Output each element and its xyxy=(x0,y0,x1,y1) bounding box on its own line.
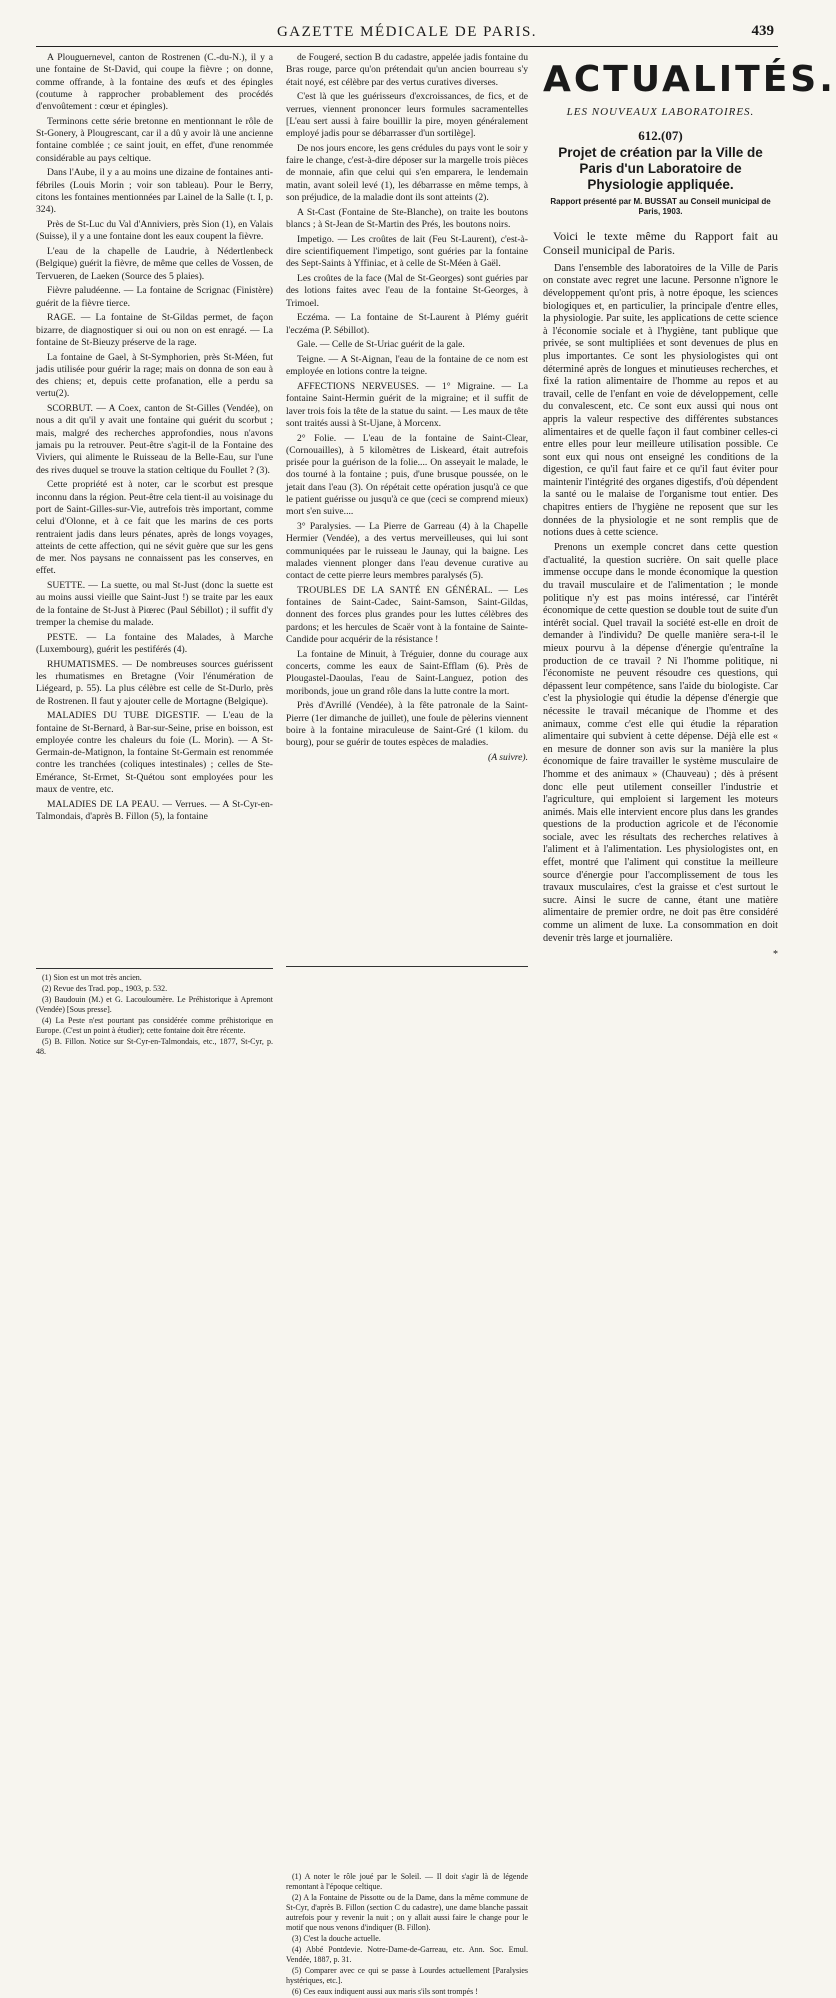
column-left-body xyxy=(36,52,273,823)
running-header xyxy=(36,20,778,47)
paragraph: Teigne. — A St-Aignan, l'eau de la fontaine de ce nom est employée en lotions contre la teigne. xyxy=(286,353,528,378)
paragraph: AFFECTIONS NERVEUSES. — 1° Migraine. — La fontaine Saint-Hermin guérit de la migraine; et il suffit de laver trois fois la tête de la statue du saint. — Les maux de tête sont traités aussi à St-Ujane, à Morcenx. xyxy=(286,380,528,429)
paragraph: L'eau de la chapelle de Laudrie, à Nédertlenbeck (Belgique) guérit la fièvre, de même que celles de Vossen, de Tervueren, de Laeken (Source des 5 plaies). xyxy=(36,246,273,282)
paragraph: SUETTE. — La suette, ou mal St-Just (donc la suette est au moins aussi vieille que Saint-Just !) se traite par les eaux de la fontaine de St-Just à Piœrec (Paul Sébillot) ; il suffit d'y tremper la chemise du malade. xyxy=(36,580,273,628)
paragraph: Cette propriété est à noter, car le scorbut est presque inconnu dans la région. Peut-être cela tient-il au voisinage du port de Saint-Gilles-sur-Vie, autrefois très important, comme celui d'Olonne, et à ce fait que les marins de ces ports rentraient jadis dans leurs pénates, après de longs voyages, atteints de cette affection, qui ne sévit guère que sur les gens de mer. Nos paysans ne connaissent pas les conserves, en effet. xyxy=(36,479,273,577)
paragraph: Eczéma. — La fontaine de St-Laurent à Plémy guérit l'eczéma (P. Sébillot). xyxy=(286,312,528,336)
paragraph: Prenons un exemple concret dans cette question d'actualité, la question sucrière. On sait quelle place immense occupe dans le monde économique la question du travail musculaire et de l'alimentation ; le monde politique n'y est pas moins intéressé, car l'intérêt économique de cette question se double tout de suite d'un intérêt social. Quel travail la société est-elle en droit de demander à l'individu? De quelle manière sera-t-il le mieux pourvu à la dépense d'énergie qu'entraîne la production de ce travail ? Ni l'homme politique, ni l'économiste ne peuvent résoudre ces questions, qui dépassent leur compétence, sans l'aide du biologiste. Car c'est la physiologie qui étudie la dépense d'énergie que nécessite le travail mécanique de l'homme et des animaux, comme c'est elle qui étudie la réparation alimentaire qui subvient à cette dépense. Déjà elle est « en mesure de donner son avis sur la manière la plus économique de faire travailler le système musculaire de l'homme et des animaux » (Chauveau) ; dès à présent donc elle peut utilement conseiller l'industrie et l'agriculture, qui emploient si largement les moteurs animés. Mais elle intervient encore plus dans les grandes questions de la production agricole et de l'économie sociale, avec les résultats des recherches relatives à l'aliment et à l'alimentation. Les physiologistes ont, en effet, montré que l'aliment qui constitue la meilleure source d'énergie pour l'accomplissement de tous les travaux musculaires, c'est la graisse et c'est surtout le sucre. Ainsi le sucre de canne, étant une matière alimentaire de premier ordre, ne doit pas être considéré comme un aliment de luxe. La consommation en doit devenir très large et journalière. xyxy=(543,542,778,944)
section-banner: ACTUALITÉS. xyxy=(543,59,836,100)
footnote: (6) Ces eaux indiquent aussi aux maris s'ils sont trompés ! xyxy=(292,1987,478,1996)
footnote: (5) B. Fillon. Notice sur St-Cyr-en-Talmondais, etc., 1877, St-Cyr, p. 48. xyxy=(36,1037,273,1056)
paragraph: Près de St-Luc du Val d'Anniviers, près Sion (1), en Valais (Suisse), il y a une fontaine dont les eaux coupent la fièvre. xyxy=(36,219,273,243)
article-title: Projet de création par la Ville de Paris d'un Laboratoire de Physiologie appliquée. xyxy=(558,144,763,192)
column-middle-body xyxy=(286,52,528,764)
paragraph: RAGE. — La fontaine de St-Gildas permet, de façon bizarre, de diagnostiquer si oui ou non on est enragé. — La fontaine de St-Bieuzy préserve de la rage. xyxy=(36,312,273,348)
paragraph: La fontaine de Minuit, à Tréguier, donne du courage aux concerts, comme les eaux de Saint-Efflam (6). Près de Plougastel-Daoulas, l'eau de Saint-Languez, potion des moribonds, joue un grand rôle dans la lutte contre la mort. xyxy=(286,648,528,697)
paragraph: de Fougeré, section B du cadastre, appelée jadis fontaine du Bras rouge, parce qu'on prétendait qu'un ancien bourreau s'y était noyé, est célèbre par des vertus curatives diverses. xyxy=(286,52,528,88)
footnote: (3) Baudouin (M.) et G. Lacouloumère. Le Préhistorique à Apremont (Vendée) [Sous presse]. xyxy=(36,995,273,1014)
paragraph: 3° Paralysies. — La Pierre de Garreau (4) à la Chapelle Hermier (Vendée), a des vertus merveilleuses, qui lui sont communiquées par le ruisseau le Jaunay, qui la baigne. Les malades viennent plonger dans l'eau devenue curative au contact de cette pierre leurs membres paralysés (5). xyxy=(286,520,528,582)
paragraph: Les croûtes de la face (Mal de St-Georges) sont guéries par des lotions faites avec l'eau de la fontaine St-Georges, à Trimoel. xyxy=(286,273,528,309)
paragraph: Gale. — Celle de St-Uriac guérit de la gale. xyxy=(297,339,465,351)
footnote: (4) La Peste n'est pourtant pas considérée comme préhistorique en Europe. (C'est un point à étudier); cette fontaine doit être récente. xyxy=(36,1016,273,1035)
paragraph: TROUBLES DE LA SANTÉ EN GÉNÉRAL. — Les fontaines de Saint-Cadec, Saint-Samson, Saint-Gildas, donnent des forces plus grandes pour les luttes célèbres des pardons; et les hercules de Scaër vont à la fontaine de Sainte-Candide pour acquérir de la résistance ! xyxy=(286,584,528,646)
column-right xyxy=(543,52,836,962)
footnotes-left xyxy=(36,962,273,1058)
footnote: (4) Abbé Pontdevie. Notre-Dame-de-Garreau, etc. Ann. Soc. Emul. Vendée, 1887, p. 31. xyxy=(286,1945,528,1964)
footnote-rule xyxy=(286,966,528,967)
paragraph: PESTE. — La fontaine des Malades, à Marche (Luxembourg), guérit les pestiférés (4). xyxy=(36,631,273,655)
paragraph: A St-Cast (Fontaine de Ste-Blanche), on traite les boutons blancs ; à St-Jean de St-Martin des Prés, les boutons noirs. xyxy=(286,206,528,231)
paragraph: De nos jours encore, les gens crédules du pays vont le soir y faire le change, c'est-à-dire déposer sur la margelle trois pièces de monnaie, afin que celui qui s'en emparera, le lendemain matin, avant soleil levé (1), les débarrasse en même temps, à son préjudice, de la maladie dont ils sont atteints (2). xyxy=(286,142,528,204)
article-byline: Rapport présenté par M. BUSSAT au Conseil municipal de Paris, 1903. xyxy=(550,196,771,216)
paragraph: MALADIES DU TUBE DIGESTIF. — L'eau de la fontaine de St-Bernard, à Bar-sur-Seine, prise en boisson, est employée contre les chaleurs du foie (L. Morin). — A St-Germain-de-Matignon, la fontaine St-Germain est renommée contre les tranchées (coliques intestinales) ; celles de Ste-Emérance, St-Ermet, St-Quétou sont employées pour les maux de ventre, etc. xyxy=(36,710,273,795)
paragraph: MALADIES DE LA PEAU. — Verrues. — A St-Cyr-en-Talmondais, d'après B. Fillon (5), la fontaine xyxy=(36,798,273,822)
footnote: (5) Comparer avec ce qui se passe à Lourdes actuellement [Paralysies hystériques, etc.]. xyxy=(286,1966,528,1985)
footnote: (1) Sion est un mot très ancien. xyxy=(42,973,142,982)
paragraph: Dans l'ensemble des laboratoires de la Ville de Paris on constate avec regret une lacune. Personne n'ignore le développement qu'ont pris, à notre époque, les sciences biologiques et, en particulier, la principale d'entre elles, la physiologie. Par suite, les applications de cette science à l'économie sociale et à l'hygiène, tant publique que privée, se sont multipliées et sont devenues de plus en plus importantes. Ce sont les physiologistes qui ont déterminé après de longues et minutieuses recherches, et fixé la ration alimentaire de l'homme au repos et au travail, celle de l'enfant en voie de développement, celle du convalescent, etc. Ce sont eux aussi qui nous ont appris la valeur respective des différentes substances alimentaires et de quelle façon il faut combiner celles-ci entre elles pour leur meilleure utilisation possible. Ce sont eux qui nous ont enseigné les conditions de la digestion, ce qu'il faut faire et ce qu'il faut éviter pour maintenir l'intégrité des organes digestifs, d'où dépendent la santé ou le malaise de l'organisme tout entier. Des chapitres entiers de l'hygiène ne reposent que sur les données de la physiologie et ne sont remplis que de notions dues à cette science. xyxy=(543,262,778,539)
paragraph: Dans l'Aube, il y a au moins une dizaine de fontaines anti-fébriles (Louis Morin ; voir son tableau). Pour le Berry, citons les fontaines mentionnées par Lainel de la Salle (t. I, p. 324). xyxy=(36,167,273,216)
paragraph: 2° Folie. — L'eau de la fontaine de Saint-Clear, (Cornouailles), à 5 kilomètres de Liskeard, était autrefois prisée pour la guérison de la folie.... On asseyait le malade, le dos tourné à la fontaine ; puis, d'une brusque poussée, on le jetait dans l'eau (3). On répétait cette opération jusqu'à ce que le patient guérisse ou jusqu'à ce que (ceci se comprend mieux) mort s'en suive.... xyxy=(286,432,528,518)
paragraph: C'est là que les guérisseurs d'excroissances, de fics, et de verrues, viennent prononcer leurs formules sacramentelles [L'eau sert aussi à faire bouillir la pire, moyen généralement employé jadis pour se débarrasser d'un sortilège]. xyxy=(286,91,528,140)
paragraph: La fontaine de Gael, à St-Symphorien, près St-Méen, fut jadis utilisée pour guérir la rage; mais on donna de son eau à des chiens; et, depuis cette profanation, elle a perdu sa vertu(2). xyxy=(36,351,273,400)
paragraph: A Plouguernevel, canton de Rostrenen (C.-du-N.), il y a une fontaine de St-David, qui coupe la fièvre ; on donne, comme offrande, à la fontaine des œufs et des épingles (coutume à rapprocher probablement des procédés d'envoûtement : cœur et épingles). xyxy=(36,52,273,113)
footnote: (2) Revue des Trad. pop., 1903, p. 532. xyxy=(42,984,168,993)
to-be-continued: (A suivre). xyxy=(488,751,528,763)
article-number: 612.(07) xyxy=(638,128,683,144)
column-middle xyxy=(286,52,528,1996)
paragraph: Près d'Avrillé (Vendée), à la fête patronale de la Saint-Pierre (1er dimanche de juillet), une foule de pèlerins viennent boire à la fontaine miraculeuse de Saint-Gré (1 kilom. du bourg), pour se guérir de toutes espèces de maladies. xyxy=(286,700,528,749)
page-number: 439 xyxy=(751,23,774,39)
paragraph: RHUMATISMES. — De nombreuses sources guérissent les rhumatismes en Bretagne (Voir l'énumération de Liégeard, p. 55). La plus célèbre est celle de St-Durlo, près de Rostrenen. Il faut y ajouter celle de Mortagne (Belgique). xyxy=(36,658,273,707)
column-left xyxy=(36,52,273,1056)
paragraph: Impetigo. — Les croûtes de lait (Feu St-Laurent), c'est-à-dire scientifiquement l'impetigo, sont guéries par la fontaine des Sept-Saints à Yffiniac, et à celle de St-Méen à Gaël. xyxy=(286,233,528,270)
section-subhead: LES NOUVEAUX LABORATOIRES. xyxy=(566,106,755,118)
article-lead: Voici le texte même du Rapport fait au Conseil municipal de Paris. xyxy=(543,228,778,258)
footnote-rule xyxy=(36,968,273,969)
paragraph: Fièvre paludéenne. — La fontaine de Scrignac (Finistère) guérit de la fièvre tierce. xyxy=(36,285,273,309)
footnote: (2) A la Fontaine de Pissotte ou de la Dame, dans la même commune de St-Cyr, d'après B. Fillon (section C du cadastre), une dame blanche passait autrefois pour y revenir la nuit ; on y allait aussi faire le change pour le motif que nous venons d'indiquer (B. Fillon). xyxy=(286,1893,528,1932)
footnote: (3) C'est la douche actuelle. xyxy=(292,1934,381,1943)
end-mark: * xyxy=(773,949,778,961)
journal-title: GAZETTE MÉDICALE DE PARIS. xyxy=(276,24,538,40)
paragraph: SCORBUT. — A Coex, canton de St-Gilles (Vendée), on nous a dit qu'il y avait une fontaine qui guérit du scorbut ; mais, malgré des recherches approfondies, nous n'avons jamais pu la retrouver. Peut-être s'agit-il de la Fontaine des Viviers, qui alimente le Ruisseau de la Belle-Eau, sur l'une des rives duquel se trouve la station celtique du Foullet ? (3). xyxy=(36,403,273,476)
footnotes-middle xyxy=(286,960,528,1996)
footnote: (1) A noter le rôle joué par le Soleil. — Il doit s'agir là de légende remontant à l'époque celtique. xyxy=(286,1872,528,1891)
paragraph: Terminons cette série bretonne en mentionnant le rôle de St-Gonery, à Plougrescant, car il a dû y avoir là une ancienne fontaine comblée ; ce saint jouit, en effet, d'une renommée considérable au pays celtique. xyxy=(36,115,273,164)
